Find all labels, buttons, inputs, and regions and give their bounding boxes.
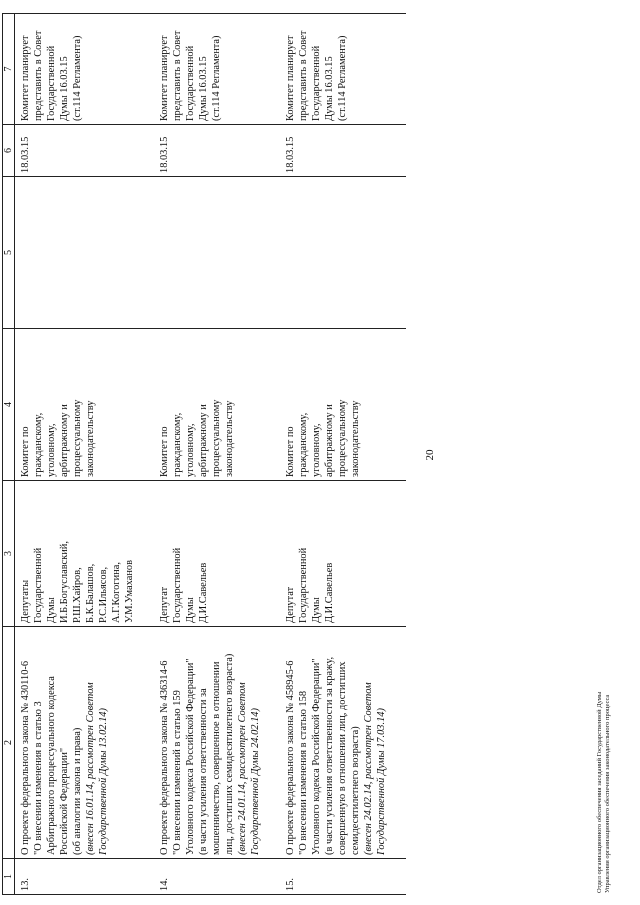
authors-line: Думы bbox=[185, 597, 196, 623]
committee-line: арбитражному и bbox=[198, 404, 209, 477]
table-row bbox=[154, 14, 280, 895]
page-number: 20 bbox=[424, 449, 436, 461]
authors-line: Государственной bbox=[172, 547, 183, 623]
note-line: Государственной bbox=[311, 45, 322, 121]
row-number: 14. bbox=[154, 859, 280, 895]
date-cell: 18.03.15 bbox=[154, 125, 280, 177]
col-header: 2 bbox=[3, 627, 15, 859]
committee-cell bbox=[280, 329, 406, 481]
empty-cell bbox=[154, 177, 280, 329]
bill-line: Российской Федерации" bbox=[59, 747, 70, 855]
authors-line: Д.И.Савельев bbox=[198, 562, 209, 623]
bill_note-line: (внесен 24.02.14, рассмотрен Советом bbox=[363, 682, 374, 855]
table-row bbox=[280, 14, 406, 895]
bill-line: О проекте федерального закона № 458945-6 bbox=[285, 660, 296, 855]
bill-cell bbox=[15, 627, 155, 859]
col-header: 3 bbox=[3, 481, 15, 627]
committee-line: гражданскому, bbox=[33, 412, 44, 477]
bill-line: Арбитражного процессуального кодекса bbox=[46, 676, 57, 855]
committee-line: законодательству bbox=[85, 400, 96, 477]
col-header: 7 bbox=[3, 14, 15, 125]
note-cell bbox=[15, 14, 155, 125]
authors-line: Депутат bbox=[285, 586, 296, 623]
col-header: 4 bbox=[3, 329, 15, 481]
committee-line: законодательству bbox=[224, 400, 235, 477]
bill-line: (в части усиления ответственности за bbox=[198, 688, 209, 855]
bill_note-line: (внесен 16.01.14, рассмотрен Советом bbox=[85, 682, 96, 855]
committee-line: гражданскому, bbox=[172, 412, 183, 477]
note-line: (ст.114 Регламента) bbox=[337, 35, 348, 121]
bill-line: О проекте федерального закона № 436314-6 bbox=[159, 660, 170, 855]
table-row bbox=[15, 14, 155, 895]
authors-cell bbox=[15, 481, 155, 627]
note-cell bbox=[154, 14, 280, 125]
bill-cell bbox=[154, 627, 280, 859]
row-number: 15. bbox=[280, 859, 406, 895]
committee-line: уголовному, bbox=[46, 423, 57, 477]
bill_note-line: Государственной Думы 13.02.14) bbox=[98, 708, 109, 855]
note-line: Думы 16.03.15 bbox=[59, 56, 70, 121]
committee-line: процессуальному bbox=[211, 399, 222, 477]
authors-line: Думы bbox=[311, 597, 322, 623]
committee-cell bbox=[15, 329, 155, 481]
authors-line: Государственной bbox=[33, 547, 44, 623]
date-cell: 18.03.15 bbox=[15, 125, 155, 177]
bill-line: (об аналогии закона и права) bbox=[72, 727, 83, 855]
bill-line: Уголовного кодекса Российской Федерации" bbox=[311, 658, 322, 855]
bill-line: "О внесении изменения в статью 158 bbox=[298, 690, 309, 855]
bill-line: (в части усиления ответственности за кражу, bbox=[324, 656, 335, 855]
authors-line: У.М.Умаханов bbox=[124, 560, 135, 623]
col-header: 1 bbox=[3, 859, 15, 895]
note-line: Комитет планирует bbox=[159, 35, 170, 121]
col-header: 5 bbox=[3, 177, 15, 329]
bill-line: совершенную в отношении лиц, достигших bbox=[337, 661, 348, 855]
authors-line: Б.К.Балашов, bbox=[85, 563, 96, 623]
note-line: (ст.114 Регламента) bbox=[72, 35, 83, 121]
note-line: Комитет планирует bbox=[285, 35, 296, 121]
authors-line: Депутаты bbox=[20, 579, 31, 623]
bill_note-line: (внесен 24.01.14, рассмотрен Советом bbox=[237, 682, 248, 855]
bill-line: Уголовного кодекса Российской Федерации" bbox=[185, 658, 196, 855]
bill-line: "О внесении изменения в статью 3 bbox=[33, 701, 44, 855]
row-number: 13. bbox=[15, 859, 155, 895]
authors-line: Д.И.Савельев bbox=[324, 562, 335, 623]
authors-line: Р.Ш.Хайров, bbox=[72, 567, 83, 623]
committee-line: уголовному, bbox=[185, 423, 196, 477]
bill-cell bbox=[280, 627, 406, 859]
committee-line: гражданскому, bbox=[298, 412, 309, 477]
footer bbox=[596, 692, 612, 893]
note-line: Комитет планирует bbox=[20, 35, 31, 121]
bill-line: мошенничество, совершенное в отношении bbox=[211, 661, 222, 855]
date-cell: 18.03.15 bbox=[280, 125, 406, 177]
note-line: Государственной bbox=[185, 45, 196, 121]
authors-line: А.Г.Когогина, bbox=[111, 562, 122, 623]
committee-cell bbox=[154, 329, 280, 481]
note-line: (ст.114 Регламента) bbox=[211, 35, 222, 121]
header-row bbox=[3, 14, 15, 895]
bill_note-line: Государственной Думы 24.02.14) bbox=[250, 708, 261, 855]
note-cell bbox=[280, 14, 406, 125]
committee-line: арбитражному и bbox=[59, 404, 70, 477]
bill-line: О проекте федерального закона № 430110-6 bbox=[20, 660, 31, 855]
authors-cell bbox=[280, 481, 406, 627]
authors-line: Думы bbox=[46, 597, 57, 623]
footer-line-2: Управления организационного обеспечения законодательного процесса bbox=[604, 694, 611, 893]
note-line: Думы 16.03.15 bbox=[324, 56, 335, 121]
empty-cell bbox=[15, 177, 155, 329]
bill-line: семидесятилетнего возраста) bbox=[350, 726, 361, 855]
committee-line: арбитражному и bbox=[324, 404, 335, 477]
committee-line: Комитет по bbox=[285, 426, 296, 477]
committee-line: уголовному, bbox=[311, 423, 322, 477]
committee-line: процессуальному bbox=[337, 399, 348, 477]
authors-line: Государственной bbox=[298, 547, 309, 623]
bill_note-line: Государственной Думы 17.03.14) bbox=[376, 708, 387, 855]
note-line: представить в Совет bbox=[172, 30, 183, 121]
col-header: 6 bbox=[3, 125, 15, 177]
committee-line: Комитет по bbox=[159, 426, 170, 477]
committee-line: Комитет по bbox=[20, 426, 31, 477]
note-line: Государственной bbox=[46, 45, 57, 121]
note-line: представить в Совет bbox=[298, 30, 309, 121]
bill-line: лиц, достигших семидесятилетнего возраста) bbox=[224, 653, 235, 855]
bills-table bbox=[2, 13, 406, 895]
footer-line-1: Отдел организационного обеспечения заседаний Государственной Думы bbox=[596, 691, 603, 893]
empty-cell bbox=[280, 177, 406, 329]
authors-line: Р.С.Ильясов, bbox=[98, 566, 109, 623]
note-line: представить в Совет bbox=[33, 30, 44, 121]
note-line: Думы 16.03.15 bbox=[198, 56, 209, 121]
committee-line: законодательству bbox=[350, 400, 361, 477]
authors-line: И.Б.Богуславский, bbox=[59, 541, 70, 623]
committee-line: процессуальному bbox=[72, 399, 83, 477]
authors-cell bbox=[154, 481, 280, 627]
authors-line: Депутат bbox=[159, 586, 170, 623]
bill-line: "О внесении изменений в статью 159 bbox=[172, 690, 183, 855]
